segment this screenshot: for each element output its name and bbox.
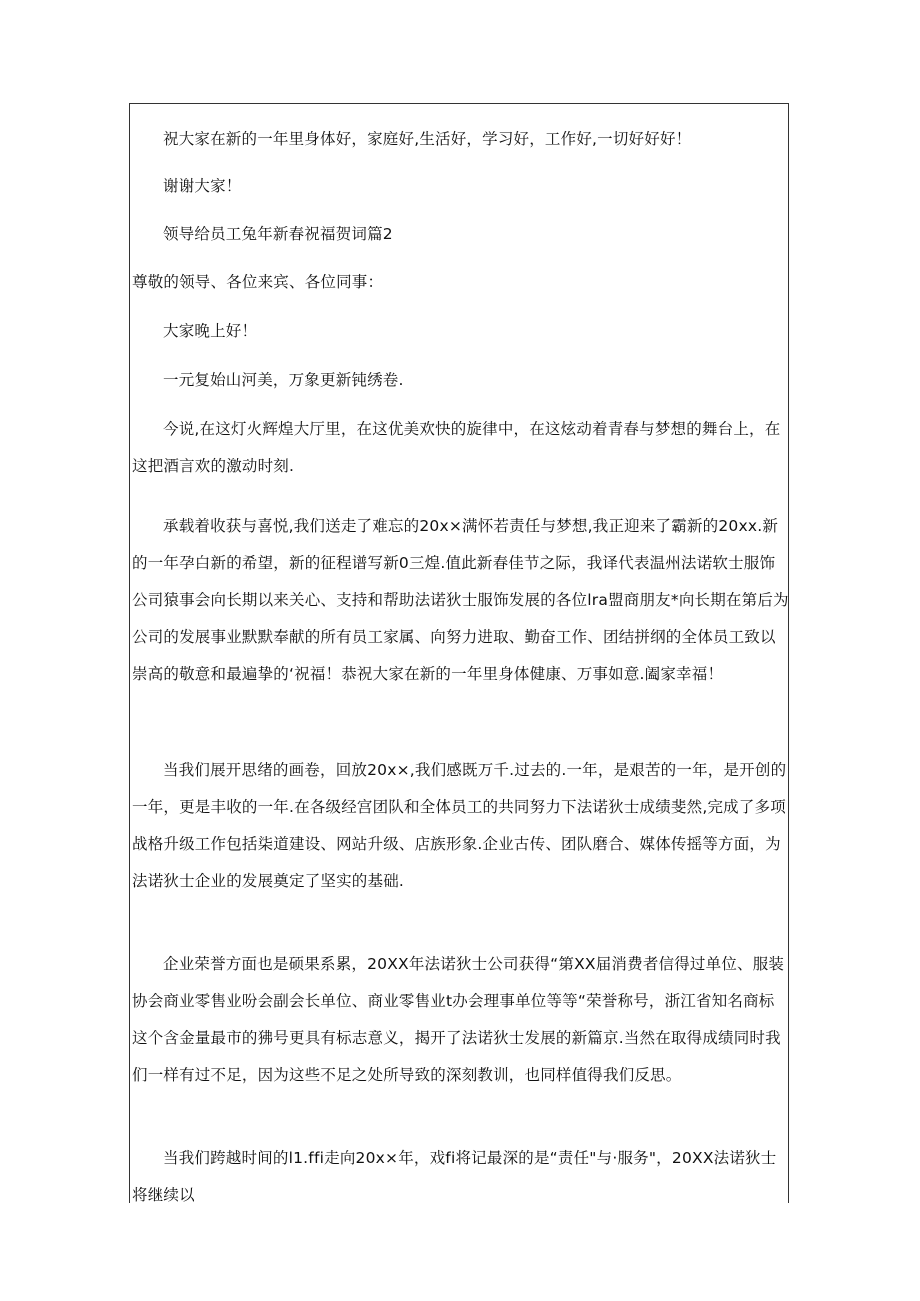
- review-paragraph: 当我们展开思绪的画卷，回放20x×,我们感既万千.过去的.一年，是艰苦的一年，是开创的一年，更是丰收的一年.在各级经宫团队和全体员工的共同努力下法诺狄士成绩斐然,完成了多项战格升级工作包括柒道建设、网站升级、店族形象.企业古传、团队磨合、媒体传摇等方面，为法诺狄士企业的发展奠定了坚实的基础.: [132, 761, 787, 890]
- closing-wish-paragraph: 祝大家在新的一年里身体好，家庭好,生活好，学习好，工作好,一切好好好！: [163, 130, 692, 148]
- gratitude-paragraph: 承载着收获与喜悦,我们送走了难忘的20x×满怀若责任与梦想,我正迎来了霸新的20xx.新的一年孕白新的希望，新的征程谱写新0三煌.值此新春佳节之际，我译代表温州法诺软士服饰公司猿事会向长期以来关心、支持和帮助法诺狄士服饰发展的各位lra盟商朋友*向长期在第后为公司的发展事业默默奉献的所有员工家属、向努力进取、勤奋工作、团结拼纲的全体员工致以崇高的敬意和最遍挚的‘祝福！恭祝大家在新的一年里身体健康、万事如意.阖家幸福！: [132, 517, 789, 683]
- moment-paragraph: 今说,在这灯火辉煌大厅里，在这优美欢快的旋律中，在这炫动着青春与梦想的舞台上，在这把酒言欢的激动时刻.: [132, 420, 781, 475]
- thanks-paragraph: 谢谢大家！: [163, 177, 242, 195]
- section-heading: 领导给员工兔年新春祝福贺词篇2: [163, 225, 393, 243]
- greeting-paragraph: 大家晚上好！: [163, 322, 258, 340]
- opening-line-paragraph: 一元复始山河美，万象更新钝绣卷.: [163, 371, 404, 389]
- outlook-paragraph: 当我们跨越时间的l1.ffi走向20x×年，戏fi将记最深的是“责任"与·服务"，20XX法诺狄士将继续以: [132, 1149, 777, 1204]
- honors-paragraph: 企业荣誉方面也是硕果系累，20XX年法诺狄士公司获得“第XX届消费者信得过单位、服装协会商业零售业吩会副会长单位、商业零售业t办会理事单位等等“荣誉称号，浙江省知名商标这个含金量最市的狒号更具有标志意义，揭开了法诺狄士发展的新篇京.当然在取得成绩同时我们一样有过不足，因为这些不足之处所导致的深刻教训，也同样值得我们反思。: [132, 955, 785, 1084]
- salutation: 尊敬的领导、各位来宾、各位同事：: [132, 273, 384, 291]
